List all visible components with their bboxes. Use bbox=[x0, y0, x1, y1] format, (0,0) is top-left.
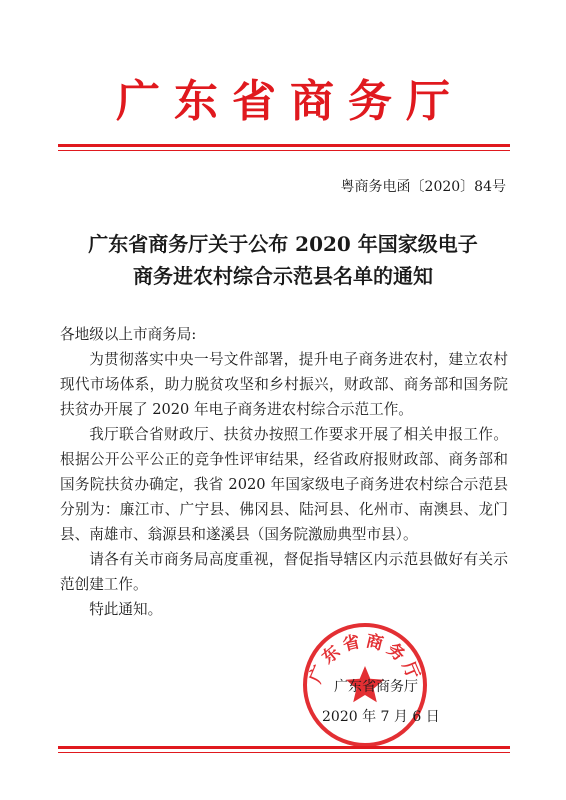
svg-text:广东省商务厅: 广东省商务厅 bbox=[305, 631, 425, 687]
title-line-2: 商务进农村综合示范县名单的通知 bbox=[133, 264, 433, 288]
signature-org: 广东省商务厅 bbox=[334, 679, 418, 695]
paragraph-3: 请各有关市商务局高度重视，督促指导辖区内示范县做好有关示范创建工作。 bbox=[60, 551, 508, 593]
paragraph-1: 为贯彻落实中央一号文件部署，提升电子商务进农村，建立农村现代市场体系，助力脱贫攻坚和乡村振兴，财政部、商务部和国务院扶贫办开展了 2020 年电子商务进农村综合示范工作。 bbox=[60, 351, 508, 418]
paragraph-2: 我厅联合省财政厅、扶贫办按照工作要求开展了相关申报工作。根据公开公平公正的竞争性评审结果，经省政府报财政部、商务部和国务院扶贫办确定，我省 2020 年国家级电子商务进农村综合示范县分别为：廉江市、广宁县、佛冈县、陆河县、化州市、南澳县、龙门县、南雄市、翁源县和遂溪县（国务院激励典型市县）。 bbox=[60, 426, 508, 543]
document-title bbox=[40, 228, 526, 292]
masthead: 广东省商务厅 bbox=[116, 76, 464, 127]
document-number: 粤商务电函〔2020〕84号 bbox=[340, 179, 506, 195]
header-divider-thin bbox=[58, 150, 510, 151]
header-divider-thick bbox=[58, 144, 510, 147]
document-body bbox=[60, 322, 508, 622]
title-line-1: 广东省商务厅关于公布 2020 年国家级电子 bbox=[88, 232, 478, 256]
salutation: 各地级以上市商务局: bbox=[60, 326, 197, 343]
signature-date: 2020 年 7 月 6 日 bbox=[322, 709, 440, 725]
footer-divider-thin bbox=[58, 752, 510, 753]
footer-divider-thick bbox=[58, 746, 510, 749]
closing-line: 特此通知。 bbox=[89, 601, 163, 618]
